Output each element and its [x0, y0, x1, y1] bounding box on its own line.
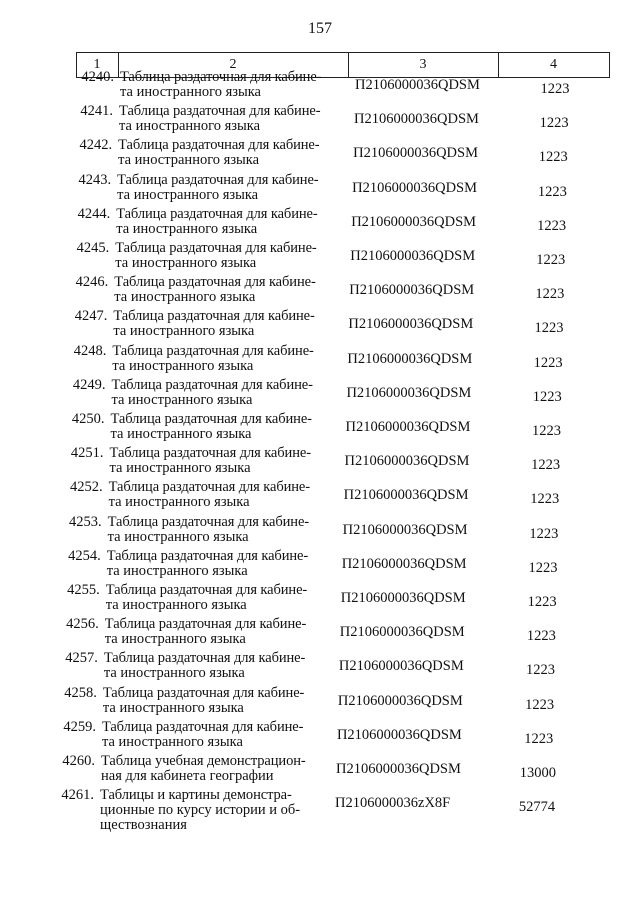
header-col-2: 2	[229, 57, 237, 72]
row-item-name	[119, 104, 351, 134]
row-item-name	[107, 549, 339, 579]
row-item-name-line: та иностранного языка	[109, 460, 251, 477]
row-code: П2106000036QDSM	[343, 487, 469, 504]
row-number: 4255.	[67, 582, 100, 598]
row-item-name-line: ционные по курсу истории и об-	[100, 802, 301, 819]
row-item-name-line: Таблица раздаточная для кабине-	[117, 171, 319, 188]
row-item-name	[111, 378, 343, 408]
row-code: П2106000036QDSM	[339, 624, 465, 641]
row-item-name-line: та иностранного языка	[107, 528, 249, 545]
row-item-name	[116, 207, 348, 237]
row-price: 1223	[530, 491, 560, 508]
row-item-name-line: та иностранного языка	[120, 84, 261, 100]
row-item-name	[101, 754, 333, 784]
row-item-name-line: Таблица раздаточная для кабине-	[115, 240, 317, 256]
row-number: 4253.	[69, 513, 102, 530]
row-price: 1223	[538, 149, 568, 166]
row-item-name-line: Таблица раздаточная для кабине-	[109, 445, 311, 462]
table-row	[0, 207, 640, 241]
row-price: 1223	[527, 594, 557, 610]
row-number: 4259.	[63, 718, 96, 735]
row-item-name-line: та иностранного языка	[118, 152, 260, 169]
row-item-name-line: та иностранного языка	[113, 323, 255, 340]
table-row	[0, 515, 640, 549]
row-item-name-line: ществознания	[100, 817, 187, 834]
row-code: П2106000036QDSM	[354, 111, 479, 128]
row-number: 4247.	[74, 308, 108, 325]
row-number: 4248.	[73, 342, 107, 359]
table-row	[0, 720, 640, 754]
row-item-name-line: та иностранного языка	[112, 357, 254, 374]
row-price: 1223	[536, 252, 566, 268]
header-col-3: 3	[419, 57, 427, 72]
row-price: 1223	[528, 559, 558, 576]
row-item-name	[111, 412, 343, 442]
row-item-name-line: та иностранного языка	[106, 562, 248, 579]
row-item-name-line: та иностранного языка	[116, 220, 258, 237]
row-price: 1223	[537, 217, 567, 234]
table-row	[0, 686, 640, 720]
row-price: 1223	[526, 628, 556, 645]
row-code: П2106000036QDSM	[352, 179, 478, 196]
row-item-name	[109, 480, 341, 510]
row-price: 1223	[533, 354, 563, 371]
row-item-name-line: Таблица раздаточная для кабине-	[107, 513, 310, 530]
table-row	[0, 138, 640, 172]
row-number: 4261.	[61, 787, 95, 804]
row-code: П2106000036QDSM	[346, 384, 472, 401]
table-row	[0, 651, 640, 685]
row-number: 4258.	[64, 684, 97, 701]
row-number: 4244.	[77, 205, 111, 222]
row-item-name-line: Таблица раздаточная для кабине-	[111, 376, 313, 393]
table-row	[0, 173, 640, 207]
row-item-name-line: Таблица раздаточная для кабине-	[110, 411, 312, 427]
row-code: П2106000036QDSM	[351, 213, 477, 230]
header-col-4: 4	[550, 57, 557, 72]
table-row	[0, 446, 640, 480]
row-price: 1223	[531, 423, 561, 439]
header-col-1: 1	[93, 57, 101, 72]
row-item-name	[120, 70, 352, 100]
row-item-name-line: та иностранного языка	[104, 631, 246, 648]
row-item-name	[104, 651, 336, 681]
header-top-rule	[76, 52, 610, 53]
table-row	[0, 788, 640, 836]
row-item-name	[110, 446, 342, 476]
row-item-name-line: та иностранного языка	[101, 733, 243, 750]
row-code: П2106000036QDSM	[337, 692, 463, 709]
row-price: 1223	[535, 286, 565, 303]
row-code: П2106000036QDSM	[348, 316, 474, 333]
row-item-name	[117, 173, 349, 203]
row-code: П2106000036QDSM	[347, 350, 473, 367]
row-code: П2106000036QDSM	[355, 77, 480, 93]
row-price: 1223	[531, 457, 561, 474]
row-item-name-line: та иностранного языка	[110, 426, 252, 442]
row-item-name-line: та иностранного языка	[111, 391, 253, 408]
table-row	[0, 412, 640, 446]
row-code: П2106000036QDSM	[341, 555, 467, 572]
row-price: 52774	[518, 799, 556, 816]
row-price: 1223	[525, 696, 555, 713]
table-row	[0, 70, 640, 104]
row-number: 4249.	[72, 376, 106, 393]
row-number: 4252.	[69, 479, 103, 496]
row-number: 4246.	[75, 274, 109, 291]
row-number: 4251.	[70, 445, 104, 462]
row-item-name	[118, 138, 350, 168]
page-number: 157	[308, 20, 332, 37]
row-code: П2106000036zX8F	[335, 795, 451, 812]
row-item-name-line: Таблица раздаточная для кабине-	[113, 308, 315, 325]
row-item-name-line: Таблица раздаточная для кабине-	[106, 547, 309, 564]
row-price: 13000	[519, 765, 557, 781]
row-item-name	[103, 686, 335, 716]
table-row	[0, 309, 640, 343]
row-code: П2106000036QDSM	[342, 521, 468, 538]
table-row	[0, 378, 640, 412]
row-code: П2106000036QDSM	[345, 419, 471, 435]
row-number: 4250.	[71, 411, 105, 427]
row-item-name	[108, 515, 340, 545]
row-number: 4245.	[76, 240, 110, 256]
row-price: 1223	[532, 388, 562, 405]
row-item-name	[112, 344, 344, 374]
row-item-name-line: та иностранного языка	[117, 186, 259, 203]
row-code: П2106000036QDSM	[350, 248, 476, 264]
row-item-name-line: Таблица раздаточная для кабине-	[105, 582, 308, 598]
row-item-name-line: Таблица раздаточная для кабине-	[104, 616, 307, 633]
row-item-name-line: Таблица раздаточная для кабине-	[114, 274, 316, 291]
table-row	[0, 344, 640, 378]
row-item-name-line: Таблица раздаточная для кабине-	[118, 137, 320, 154]
row-number: 4254.	[68, 547, 101, 564]
row-item-name	[115, 241, 347, 271]
row-code: П2106000036QDSM	[340, 590, 466, 606]
row-item-name	[114, 275, 346, 305]
table-row	[0, 583, 640, 617]
row-item-name	[106, 583, 338, 613]
row-code: П2106000036QDSM	[338, 658, 464, 675]
row-number: 4240.	[81, 69, 114, 85]
row-number: 4242.	[79, 137, 113, 154]
row-item-name-line: Таблица раздаточная для кабине-	[120, 69, 322, 85]
row-code: П2106000036QDSM	[349, 282, 475, 299]
row-item-name-line: та иностранного языка	[103, 665, 245, 682]
row-number: 4241.	[80, 103, 114, 120]
row-code: П2106000036QDSM	[336, 761, 461, 777]
row-item-name-line: та иностранного языка	[102, 699, 244, 716]
table-row	[0, 549, 640, 583]
row-item-name-line: Таблицы и картины демонстра-	[100, 787, 292, 804]
row-price: 1223	[529, 525, 559, 542]
row-item-name-line: та иностранного языка	[108, 494, 250, 511]
table-row	[0, 480, 640, 514]
table-row	[0, 275, 640, 309]
row-item-name	[102, 720, 334, 750]
table-row	[0, 241, 640, 275]
row-price: 1223	[525, 662, 555, 679]
row-item-name	[105, 617, 337, 647]
row-code: П2106000036QDSM	[336, 726, 462, 743]
table-row	[0, 104, 640, 138]
row-code: П2106000036QDSM	[344, 453, 470, 470]
row-code: П2106000036QDSM	[353, 145, 478, 162]
row-item-name-line: ная для кабинета географии	[101, 768, 274, 784]
row-item-name-line: Таблица раздаточная для кабине-	[119, 103, 321, 120]
row-number: 4257.	[65, 650, 98, 667]
table-row	[0, 754, 640, 788]
row-item-name-line: Таблица раздаточная для кабине-	[116, 205, 318, 222]
row-item-name-line: та иностранного языка	[119, 118, 261, 135]
row-price: 1223	[540, 81, 570, 97]
row-price: 1223	[524, 730, 554, 747]
row-item-name-line: та иностранного языка	[105, 597, 247, 613]
row-item-name-line: Таблица раздаточная для кабине-	[108, 479, 310, 496]
row-item-name-line: Таблица раздаточная для кабине-	[103, 650, 306, 667]
row-item-name	[100, 788, 332, 833]
row-price: 1223	[534, 320, 564, 337]
row-item-name-line: Таблица раздаточная для кабине-	[102, 684, 305, 701]
row-number: 4256.	[66, 616, 99, 633]
row-item-name-line: та иностранного языка	[114, 289, 256, 306]
table-row	[0, 617, 640, 651]
row-price: 1223	[539, 115, 569, 132]
row-item-name-line: Таблица раздаточная для кабине-	[112, 342, 314, 359]
row-item-name-line: та иностранного языка	[115, 255, 257, 271]
row-item-name-line: Таблица учебная демонстрацион-	[101, 753, 306, 769]
row-number: 4243.	[78, 171, 112, 188]
row-number: 4260.	[62, 753, 95, 769]
row-price: 1223	[537, 183, 567, 200]
row-item-name-line: Таблица раздаточная для кабине-	[101, 718, 304, 735]
row-item-name	[113, 309, 345, 339]
